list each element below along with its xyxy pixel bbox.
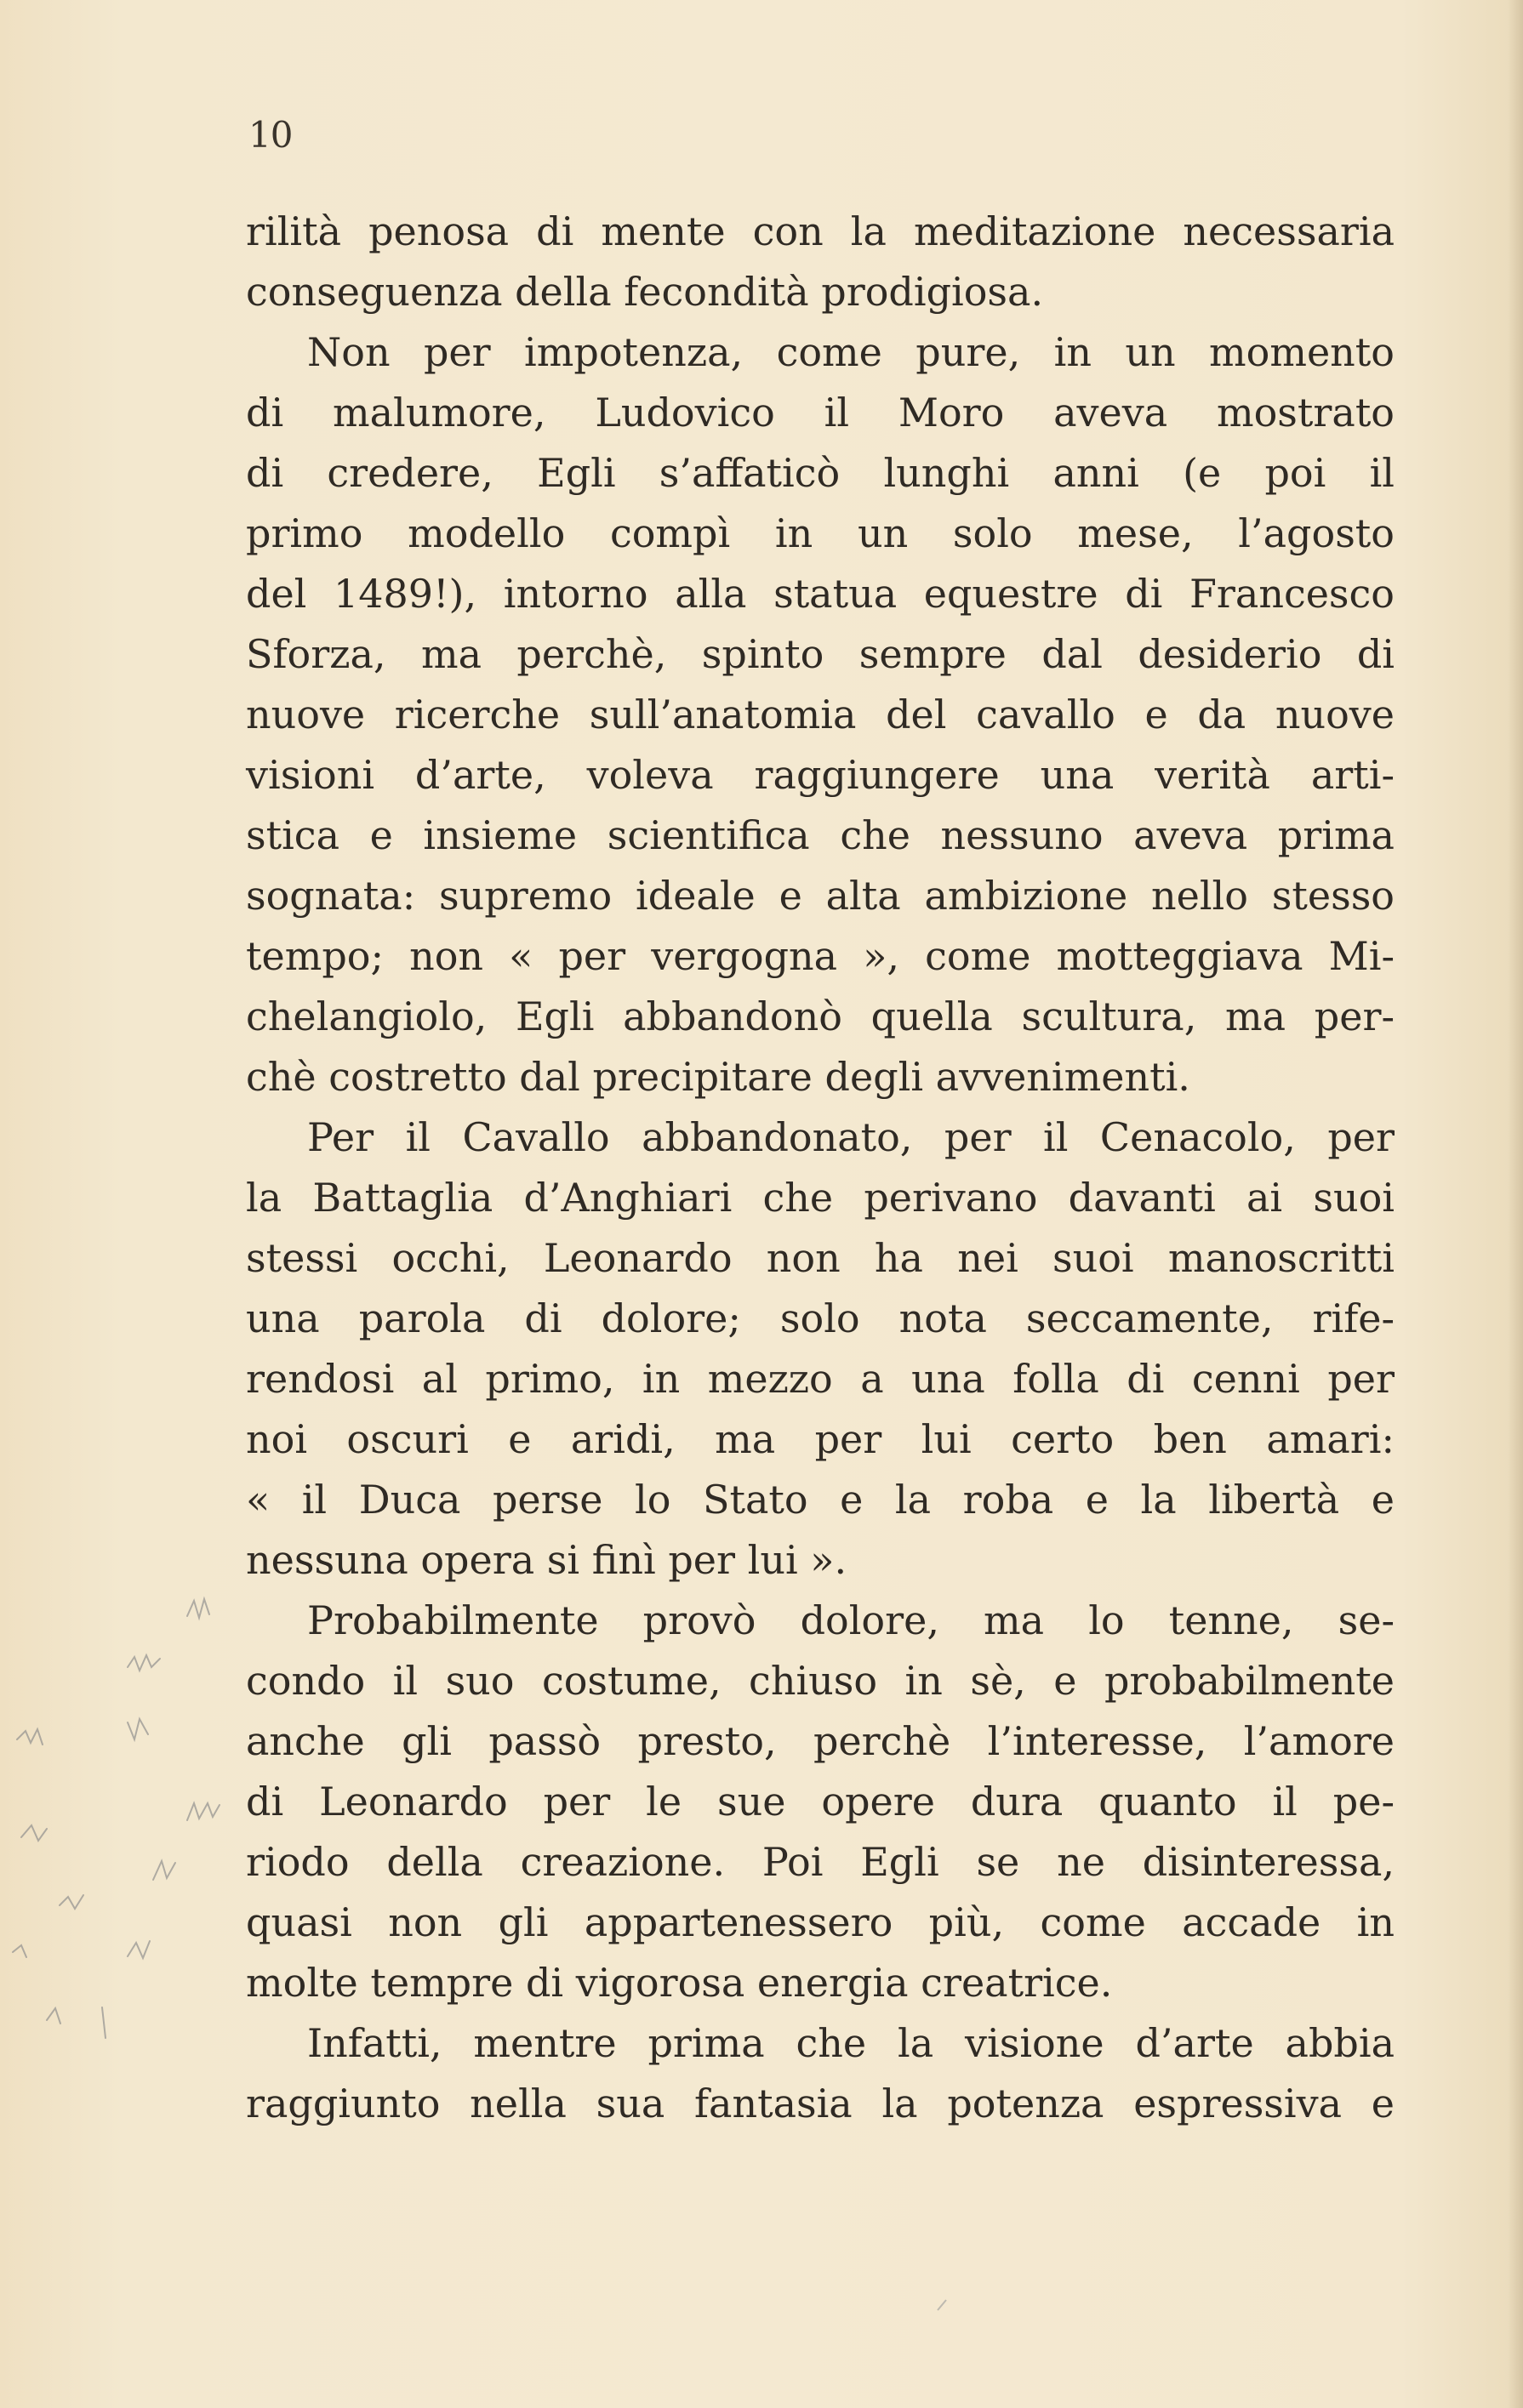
- text-line: raggiunto nella sua fantasia la potenza espressiva e: [246, 2081, 1395, 2126]
- text-line: conseguenza della fecondità prodigiosa.: [246, 269, 1044, 315]
- pencil-scribble: [21, 1825, 47, 1841]
- text-line: rendosi al primo, in mezzo a una folla di cenni per: [246, 1356, 1395, 1402]
- text-line: nessuna opera si finì per lui ».: [246, 1537, 847, 1583]
- pencil-scribble: [128, 1719, 148, 1739]
- pencil-scribble: [47, 2008, 60, 2024]
- text-line: primo modello compì in un solo mese, l’agosto: [246, 510, 1395, 556]
- pencil-margin-marks: [0, 1565, 255, 2041]
- pencil-scribble: [60, 1895, 83, 1909]
- text-line: riodo della creazione. Poi Egli se ne disinteressa,: [246, 1839, 1395, 1885]
- text-line: rilità penosa di mente con la meditazione necessaria: [246, 208, 1395, 254]
- pencil-scribble: [102, 2007, 106, 2038]
- text-line: condo il suo costume, chiuso in sè, e probabilmente: [246, 1658, 1395, 1704]
- pencil-scribble: [128, 1941, 150, 1958]
- text-line: Per il Cavallo abbandonato, per il Cenacolo, per: [307, 1114, 1395, 1160]
- pencil-scribble: [13, 1945, 26, 1957]
- text-line: chè costretto dal precipitare degli avvenimenti.: [246, 1054, 1190, 1100]
- text-line: visioni d’arte, voleva raggiungere una verità arti-: [246, 752, 1395, 798]
- text-line: stica e insieme scientifica che nessuno aveva prima: [246, 812, 1395, 858]
- text-line: nuove ricerche sull’anatomia del cavallo e da nuove: [246, 692, 1395, 737]
- text-line: Infatti, mentre prima che la visione d’arte abbia: [307, 2020, 1395, 2066]
- text-line: Sforza, ma perchè, spinto sempre dal desiderio di: [246, 631, 1395, 677]
- pencil-scribble: [187, 1803, 220, 1820]
- text-line: sognata: supremo ideale e alta ambizione nello stesso: [246, 873, 1395, 919]
- text-line: noi oscuri e aridi, ma per lui certo ben amari:: [246, 1416, 1395, 1462]
- pencil-scribble: [128, 1655, 160, 1671]
- text-line: Probabilmente provò dolore, ma lo tenne, se-: [307, 1597, 1395, 1643]
- text-line: la Battaglia d’Anghiari che perivano davanti ai suoi: [246, 1175, 1395, 1221]
- text-line: anche gli passò presto, perchè l’interesse, l’amore: [246, 1718, 1395, 1764]
- text-line: chelangiolo, Egli abbandonò quella scultura, ma per-: [246, 993, 1395, 1039]
- text-line: stessi occhi, Leonardo non ha nei suoi manoscritti: [246, 1235, 1395, 1281]
- pencil-scribble: [187, 1599, 209, 1618]
- text-line: del 1489!), intorno alla statua equestre di Francesco: [246, 571, 1395, 617]
- text-line: « il Duca perse lo Stato e la roba e la libertà e: [246, 1477, 1395, 1523]
- text-line: Non per impotenza, come pure, in un momento: [307, 329, 1395, 375]
- text-line: di Leonardo per le sue opere dura quanto il pe-: [246, 1779, 1395, 1825]
- page-number: 10: [248, 114, 293, 156]
- text-line: di credere, Egli s’affaticò lunghi anni (e poi il: [246, 450, 1395, 496]
- text-line: quasi non gli appartenessero più, come accade in: [246, 1899, 1395, 1945]
- pencil-scribble: [153, 1861, 175, 1880]
- text-line: molte tempre di vigorosa energia creatrice.: [246, 1960, 1113, 2006]
- pencil-dot-mark: [934, 2297, 951, 2314]
- text-line: una parola di dolore; solo nota seccamente, rife-: [246, 1295, 1395, 1341]
- page-edge-shadow: [1508, 0, 1523, 2408]
- pencil-scribble: [17, 1729, 43, 1745]
- text-line: di malumore, Ludovico il Moro aveva mostrato: [246, 390, 1395, 435]
- body-text: [246, 202, 1395, 2134]
- text-line: tempo; non « per vergogna », come motteggiava Mi-: [246, 933, 1395, 979]
